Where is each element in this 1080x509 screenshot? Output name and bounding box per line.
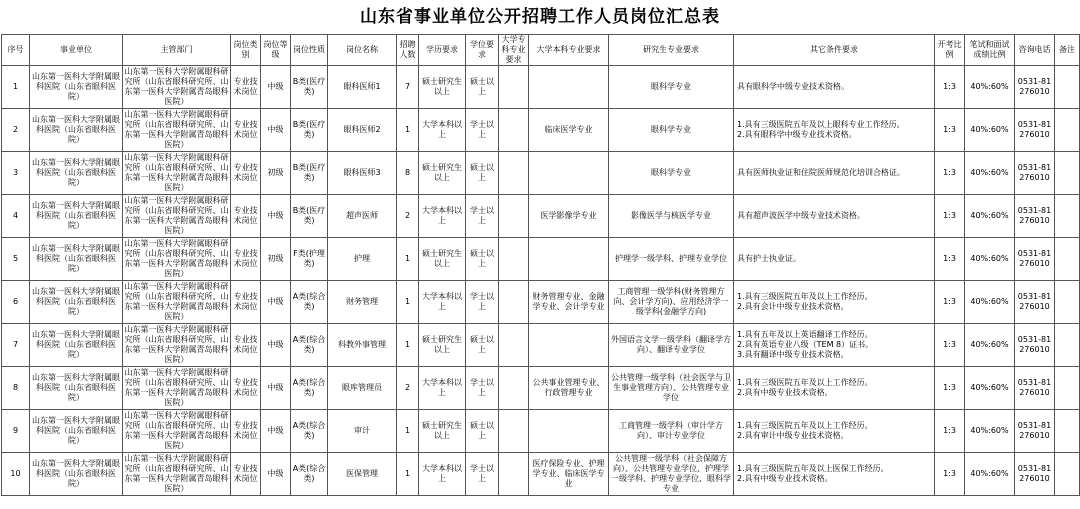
category-cell: 专业技术岗位 — [231, 152, 261, 195]
score-ratio-cell: 40%:60% — [965, 152, 1015, 195]
graduate-major-cell: 护理学一级学科、护理专业学位 — [609, 238, 734, 281]
college-major-cell — [499, 410, 529, 453]
phone-cell: 0531-81276010 — [1015, 453, 1055, 496]
bachelor-major-cell: 财务管理专业、金融学专业、会计学专业 — [529, 281, 609, 324]
bachelor-major-cell — [529, 238, 609, 281]
graduate-major-cell: 工商管理一级学科(财务管理方向、会计学方向)、应用经济学一级学科(金融学方向) — [609, 281, 734, 324]
college-major-cell — [499, 324, 529, 367]
score-ratio-cell: 40%:60% — [965, 238, 1015, 281]
unit-cell: 山东第一医科大学附属眼科医院（山东省眼科医院） — [30, 66, 123, 109]
note-cell — [1055, 66, 1080, 109]
category-cell: 专业技术岗位 — [231, 66, 261, 109]
graduate-major-cell: 外国语言文学一级学科（翻译学方向）、翻译专业学位 — [609, 324, 734, 367]
graduate-major-cell: 眼科学专业 — [609, 109, 734, 152]
header-cell: 岗位等级 — [261, 35, 291, 66]
headcount-cell: 7 — [397, 66, 419, 109]
score-ratio-cell: 40%:60% — [965, 410, 1015, 453]
score-ratio-cell: 40%:60% — [965, 109, 1015, 152]
row-number-cell: 6 — [2, 281, 30, 324]
other-conditions-cell — [734, 66, 935, 109]
bachelor-major-cell: 医疗保险专业、护理学专业、临床医学专业 — [529, 453, 609, 496]
education-cell: 大学本科以上 — [419, 453, 466, 496]
college-major-cell — [499, 66, 529, 109]
degree-cell: 硕士以上 — [466, 238, 499, 281]
graduate-major-cell: 眼科学专业 — [609, 152, 734, 195]
education-cell: 硕士研究生以上 — [419, 66, 466, 109]
headcount-cell: 1 — [397, 238, 419, 281]
phone-cell: 0531-81276010 — [1015, 281, 1055, 324]
nature-cell: B类(医疗类) — [291, 195, 328, 238]
exam-ratio-cell: 1:3 — [935, 281, 965, 324]
table-row — [2, 238, 1080, 281]
header-cell: 学历要求 — [419, 35, 466, 66]
college-major-cell — [499, 367, 529, 410]
education-cell: 大学本科以上 — [419, 281, 466, 324]
headcount-cell: 8 — [397, 152, 419, 195]
score-ratio-cell: 40%:60% — [965, 195, 1015, 238]
other-conditions-cell — [734, 453, 935, 496]
college-major-cell — [499, 281, 529, 324]
department-cell: 山东第一医科大学附属眼科研究所（山东省眼科研究所、山东第一医科大学附属青岛眼科医院） — [123, 66, 231, 109]
department-cell: 山东第一医科大学附属眼科研究所（山东省眼科研究所、山东第一医科大学附属青岛眼科医院） — [123, 281, 231, 324]
row-number-cell: 9 — [2, 410, 30, 453]
table-row — [2, 453, 1080, 496]
note-cell — [1055, 281, 1080, 324]
phone-cell: 0531-81276010 — [1015, 238, 1055, 281]
nature-cell: A类(综合类) — [291, 324, 328, 367]
category-cell: 专业技术岗位 — [231, 281, 261, 324]
nature-cell: B类(医疗类) — [291, 66, 328, 109]
department-cell: 山东第一医科大学附属眼科研究所（山东省眼科研究所、山东第一医科大学附属青岛眼科医院） — [123, 367, 231, 410]
bachelor-major-cell: 临床医学专业 — [529, 109, 609, 152]
headcount-cell: 1 — [397, 109, 419, 152]
post-name-cell: 眼科医师1 — [328, 66, 397, 109]
header-cell: 咨询电话 — [1015, 35, 1055, 66]
nature-cell: B类(医疗类) — [291, 109, 328, 152]
row-number-cell: 5 — [2, 238, 30, 281]
unit-cell: 山东第一医科大学附属眼科医院（山东省眼科医院） — [30, 195, 123, 238]
exam-ratio-cell: 1:3 — [935, 324, 965, 367]
level-cell: 中级 — [261, 109, 291, 152]
headcount-cell: 1 — [397, 281, 419, 324]
unit-cell: 山东第一医科大学附属眼科医院（山东省眼科医院） — [30, 238, 123, 281]
bachelor-major-cell — [529, 66, 609, 109]
header-cell: 学位要求 — [466, 35, 499, 66]
bachelor-major-cell: 医学影像学专业 — [529, 195, 609, 238]
degree-cell: 硕士以上 — [466, 66, 499, 109]
header-cell: 事业单位 — [30, 35, 123, 66]
post-name-cell: 眼库管理员 — [328, 367, 397, 410]
row-number-cell: 1 — [2, 66, 30, 109]
exam-ratio-cell: 1:3 — [935, 453, 965, 496]
header-cell: 备注 — [1055, 35, 1080, 66]
other-conditions-cell — [734, 367, 935, 410]
header-cell: 研究生专业要求 — [609, 35, 734, 66]
headcount-cell: 1 — [397, 453, 419, 496]
note-cell — [1055, 367, 1080, 410]
education-cell: 硕士研究生以上 — [419, 410, 466, 453]
condition-line: 1.具有三级医院五年及以上医保工作经历。 — [737, 464, 889, 473]
header-cell: 笔试和面试成绩比例 — [965, 35, 1015, 66]
note-cell — [1055, 152, 1080, 195]
condition-line: 2.具有中级专业技术资格。 — [737, 388, 833, 397]
other-conditions-cell — [734, 238, 935, 281]
college-major-cell — [499, 152, 529, 195]
category-cell: 专业技术岗位 — [231, 367, 261, 410]
condition-line: 3.具有翻译中级专业技术资格。 — [737, 350, 849, 359]
category-cell: 专业技术岗位 — [231, 195, 261, 238]
post-name-cell: 眼科医师3 — [328, 152, 397, 195]
condition-line: 具有医师执业证和住院医师规范化培训合格证。 — [737, 168, 905, 177]
score-ratio-cell: 40%:60% — [965, 281, 1015, 324]
note-cell — [1055, 410, 1080, 453]
header-cell: 岗位性质 — [291, 35, 328, 66]
college-major-cell — [499, 195, 529, 238]
post-name-cell: 眼科医师2 — [328, 109, 397, 152]
score-ratio-cell: 40%:60% — [965, 324, 1015, 367]
post-name-cell: 审计 — [328, 410, 397, 453]
header-cell: 主管部门 — [123, 35, 231, 66]
degree-cell: 学士以上 — [466, 367, 499, 410]
unit-cell: 山东第一医科大学附属眼科医院（山东省眼科医院） — [30, 324, 123, 367]
college-major-cell — [499, 238, 529, 281]
bachelor-major-cell — [529, 410, 609, 453]
department-cell: 山东第一医科大学附属眼科研究所（山东省眼科研究所、山东第一医科大学附属青岛眼科医院） — [123, 324, 231, 367]
post-name-cell: 医保管理 — [328, 453, 397, 496]
unit-cell: 山东第一医科大学附属眼科医院（山东省眼科医院） — [30, 367, 123, 410]
nature-cell: A类(综合类) — [291, 367, 328, 410]
row-number-cell: 3 — [2, 152, 30, 195]
unit-cell: 山东第一医科大学附属眼科医院（山东省眼科医院） — [30, 109, 123, 152]
department-cell: 山东第一医科大学附属眼科研究所（山东省眼科研究所、山东第一医科大学附属青岛眼科医院） — [123, 152, 231, 195]
condition-line: 具有护士执业证。 — [737, 254, 801, 263]
exam-ratio-cell: 1:3 — [935, 195, 965, 238]
note-cell — [1055, 195, 1080, 238]
department-cell: 山东第一医科大学附属眼科研究所（山东省眼科研究所、山东第一医科大学附属青岛眼科医院） — [123, 195, 231, 238]
education-cell: 硕士研究生以上 — [419, 152, 466, 195]
condition-line: 2.具有英语专业八级（TEM 8）证书。 — [737, 340, 874, 349]
row-number-cell: 10 — [2, 453, 30, 496]
header-cell: 其它条件要求 — [734, 35, 935, 66]
post-name-cell: 护理 — [328, 238, 397, 281]
education-cell: 大学本科以上 — [419, 109, 466, 152]
condition-line: 1.具有三级医院五年及以上眼科专业工作经历。 — [737, 120, 905, 129]
other-conditions-cell — [734, 324, 935, 367]
table-row — [2, 281, 1080, 324]
row-number-cell: 2 — [2, 109, 30, 152]
header-cell: 开考比例 — [935, 35, 965, 66]
headcount-cell: 2 — [397, 195, 419, 238]
other-conditions-cell — [734, 410, 935, 453]
degree-cell: 学士以上 — [466, 195, 499, 238]
graduate-major-cell: 公共管理一级学科（社会保障方向）、公共管理专业学位、护理学一级学科、护理专业学位、眼科学专业 — [609, 453, 734, 496]
condition-line: 2.具有眼科学中级专业技术资格。 — [737, 130, 857, 139]
nature-cell: B类(医疗类) — [291, 152, 328, 195]
category-cell: 专业技术岗位 — [231, 238, 261, 281]
table-row — [2, 152, 1080, 195]
condition-line: 1.具有三级医院五年及以上工作经历。 — [737, 421, 873, 430]
nature-cell: A类(综合类) — [291, 281, 328, 324]
headcount-cell: 1 — [397, 410, 419, 453]
bachelor-major-cell: 公共事业管理专业、行政管理专业 — [529, 367, 609, 410]
degree-cell: 学士以上 — [466, 281, 499, 324]
row-number-cell: 4 — [2, 195, 30, 238]
header-cell: 岗位类别 — [231, 35, 261, 66]
nature-cell: F类(护理类) — [291, 238, 328, 281]
exam-ratio-cell: 1:3 — [935, 238, 965, 281]
table-row — [2, 367, 1080, 410]
unit-cell: 山东第一医科大学附属眼科医院（山东省眼科医院） — [30, 281, 123, 324]
other-conditions-cell — [734, 195, 935, 238]
exam-ratio-cell: 1:3 — [935, 66, 965, 109]
education-cell: 硕士研究生以上 — [419, 324, 466, 367]
degree-cell: 硕士以上 — [466, 324, 499, 367]
department-cell: 山东第一医科大学附属眼科研究所（山东省眼科研究所、山东第一医科大学附属青岛眼科医院） — [123, 238, 231, 281]
degree-cell: 学士以上 — [466, 109, 499, 152]
condition-line: 2.具有审计中级专业技术资格。 — [737, 431, 849, 440]
bachelor-major-cell — [529, 324, 609, 367]
level-cell: 中级 — [261, 410, 291, 453]
college-major-cell — [499, 453, 529, 496]
post-name-cell: 财务管理 — [328, 281, 397, 324]
table-row — [2, 66, 1080, 109]
headcount-cell: 1 — [397, 324, 419, 367]
condition-line: 1.具有三级医院五年及以上工作经历。 — [737, 292, 873, 301]
department-cell: 山东第一医科大学附属眼科研究所（山东省眼科研究所、山东第一医科大学附属青岛眼科医院） — [123, 453, 231, 496]
table-row — [2, 195, 1080, 238]
phone-cell: 0531-81276010 — [1015, 410, 1055, 453]
header-row — [2, 35, 1080, 66]
level-cell: 中级 — [261, 195, 291, 238]
category-cell: 专业技术岗位 — [231, 453, 261, 496]
department-cell: 山东第一医科大学附属眼科研究所（山东省眼科研究所、山东第一医科大学附属青岛眼科医院） — [123, 410, 231, 453]
header-cell: 序号 — [2, 35, 30, 66]
header-cell: 大学本科专业要求 — [529, 35, 609, 66]
table-row — [2, 109, 1080, 152]
other-conditions-cell — [734, 281, 935, 324]
condition-line: 2.具有会计中级专业技术资格。 — [737, 302, 849, 311]
graduate-major-cell: 影像医学与核医学专业 — [609, 195, 734, 238]
unit-cell: 山东第一医科大学附属眼科医院（山东省眼科医院） — [30, 410, 123, 453]
condition-line: 2.具有中级专业技术资格。 — [737, 474, 833, 483]
level-cell: 初级 — [261, 152, 291, 195]
note-cell — [1055, 324, 1080, 367]
exam-ratio-cell: 1:3 — [935, 152, 965, 195]
department-cell: 山东第一医科大学附属眼科研究所（山东省眼科研究所、山东第一医科大学附属青岛眼科医院） — [123, 109, 231, 152]
headcount-cell: 2 — [397, 367, 419, 410]
level-cell: 中级 — [261, 324, 291, 367]
page-title: 山东省事业单位公开招聘工作人员岗位汇总表 — [360, 7, 720, 27]
degree-cell: 硕士以上 — [466, 410, 499, 453]
phone-cell: 0531-81276010 — [1015, 66, 1055, 109]
unit-cell: 山东第一医科大学附属眼科医院（山东省眼科医院） — [30, 152, 123, 195]
phone-cell: 0531-81276010 — [1015, 109, 1055, 152]
row-number-cell: 8 — [2, 367, 30, 410]
exam-ratio-cell: 1:3 — [935, 109, 965, 152]
header-cell: 大学专科专业要求 — [499, 35, 529, 66]
bachelor-major-cell — [529, 152, 609, 195]
graduate-major-cell: 工商管理一级学科（审计学方向）、审计专业学位 — [609, 410, 734, 453]
education-cell: 大学本科以上 — [419, 367, 466, 410]
condition-line: 1.具有三级医院五年及以上工作经历。 — [737, 378, 873, 387]
category-cell: 专业技术岗位 — [231, 410, 261, 453]
note-cell — [1055, 453, 1080, 496]
college-major-cell — [499, 109, 529, 152]
level-cell: 中级 — [261, 367, 291, 410]
table-row — [2, 324, 1080, 367]
unit-cell: 山东第一医科大学附属眼科医院（山东省眼科医院） — [30, 453, 123, 496]
phone-cell: 0531-81276010 — [1015, 367, 1055, 410]
nature-cell: A类(综合类) — [291, 410, 328, 453]
graduate-major-cell: 眼科学专业 — [609, 66, 734, 109]
category-cell: 专业技术岗位 — [231, 324, 261, 367]
table-row — [2, 410, 1080, 453]
level-cell: 中级 — [261, 281, 291, 324]
level-cell: 中级 — [261, 66, 291, 109]
header-cell: 岗位名称 — [328, 35, 397, 66]
note-cell — [1055, 109, 1080, 152]
phone-cell: 0531-81276010 — [1015, 195, 1055, 238]
exam-ratio-cell: 1:3 — [935, 367, 965, 410]
condition-line: 具有眼科学中级专业技术资格。 — [737, 82, 849, 91]
post-name-cell: 科教外事管理 — [328, 324, 397, 367]
post-name-cell: 超声医师 — [328, 195, 397, 238]
education-cell: 大学本科以上 — [419, 195, 466, 238]
degree-cell: 学士以上 — [466, 453, 499, 496]
condition-line: 1.具有五年及以上英语翻译工作经历。 — [737, 330, 873, 339]
education-cell: 硕士研究生以上 — [419, 238, 466, 281]
score-ratio-cell: 40%:60% — [965, 367, 1015, 410]
other-conditions-cell — [734, 152, 935, 195]
degree-cell: 硕士以上 — [466, 152, 499, 195]
level-cell: 初级 — [261, 238, 291, 281]
header-cell: 招聘人数 — [397, 35, 419, 66]
phone-cell: 0531-81276010 — [1015, 152, 1055, 195]
other-conditions-cell — [734, 109, 935, 152]
score-ratio-cell: 40%:60% — [965, 453, 1015, 496]
graduate-major-cell: 公共管理一级学科（社会医学与卫生事业管理方向）、公共管理专业学位 — [609, 367, 734, 410]
nature-cell: A类(综合类) — [291, 453, 328, 496]
score-ratio-cell: 40%:60% — [965, 66, 1015, 109]
condition-line: 具有超声波医学中级专业技术资格。 — [737, 211, 865, 220]
recruitment-table — [1, 34, 1080, 496]
level-cell: 中级 — [261, 453, 291, 496]
row-number-cell: 7 — [2, 324, 30, 367]
note-cell — [1055, 238, 1080, 281]
category-cell: 专业技术岗位 — [231, 109, 261, 152]
exam-ratio-cell: 1:3 — [935, 410, 965, 453]
phone-cell: 0531-81276010 — [1015, 324, 1055, 367]
